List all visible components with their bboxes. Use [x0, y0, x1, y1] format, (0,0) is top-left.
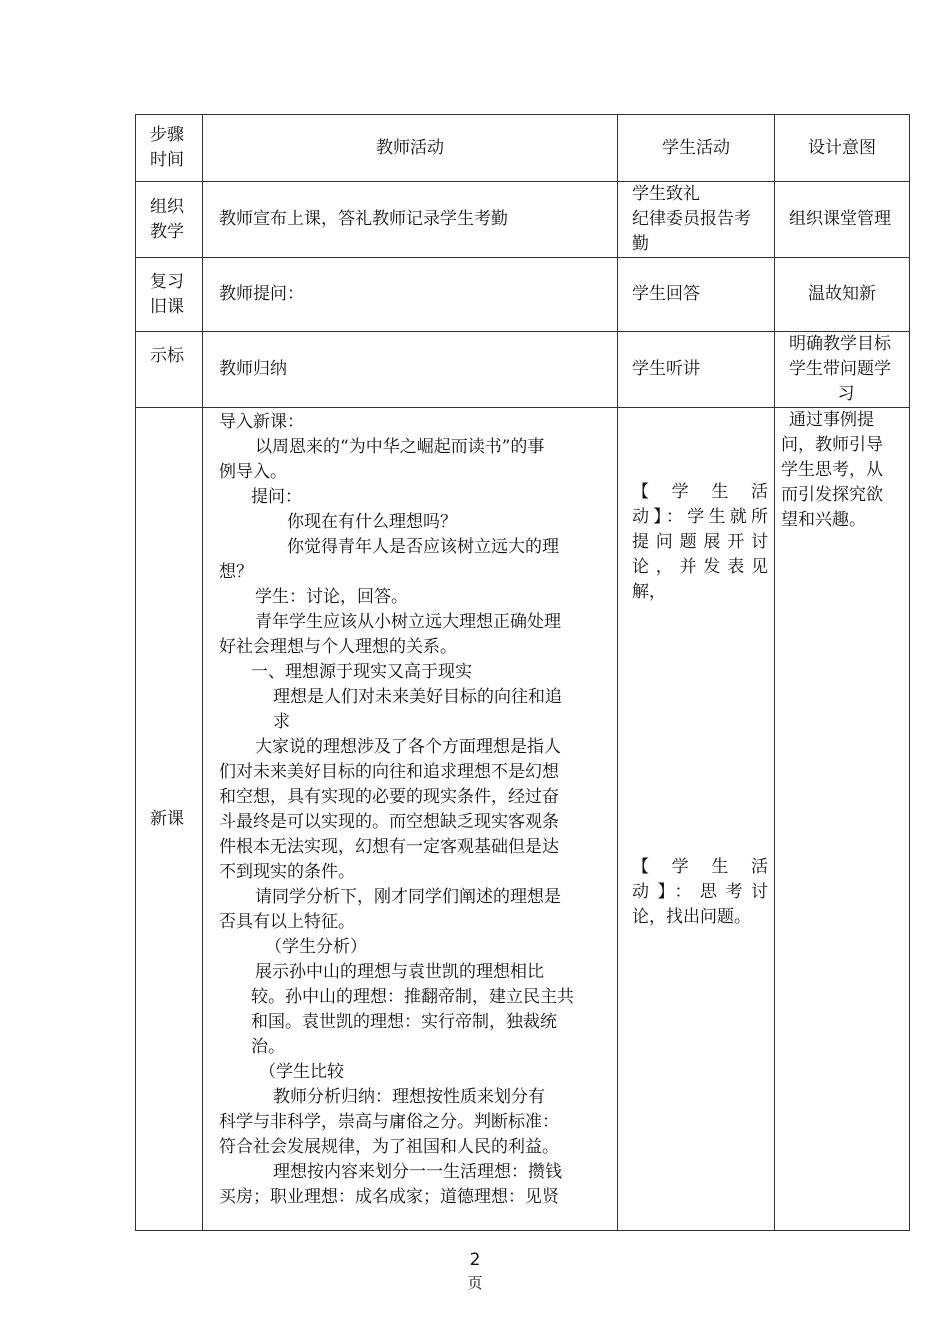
intent-cell: 明确教学目标 学生带问题学 习 — [775, 332, 910, 408]
intent-cell: 温故知新 — [775, 258, 910, 332]
header-intent: 设计意图 — [775, 115, 910, 182]
teacher-cell: 教师宣布上课，答礼教师记录学生考勤 — [203, 182, 618, 258]
step-cell: 组织 教学 — [136, 182, 203, 258]
table-row — [136, 182, 910, 258]
student-cell — [618, 408, 775, 1231]
table-row — [136, 258, 910, 332]
step-cell: 新课 — [136, 408, 203, 1231]
student-cell: 学生致礼 纪律委员报告考 勤 — [618, 182, 775, 258]
page-number: 2 — [469, 1250, 481, 1270]
student-cell: 学生听讲 — [618, 332, 775, 408]
header-student: 学生活动 — [618, 115, 775, 182]
step-cell: 复习 旧课 — [136, 258, 203, 332]
step-cell: 示标 — [136, 332, 203, 408]
teacher-cell: 导入新课： 以周恩来的“为中华之崛起而读书”的事 例导入。 提问： 你现在有什么理想吗？ 你觉得青年人是否应该树立远大的理 想？ 学生：讨论，回答。 青年学生应该从小树立远大理想正确处理 好社会理想与个人理想的关系。 一、理想源于现实又高于现实 理想是人们对未来美好目标的向往和追 求 大家说的理想涉及了各个方面理想是指人 们对未来美好目标的向往和追求理想不是幻想 和空想，具有实现的必要的现实条件，经过奋 斗最终是可以实现的。而空想缺乏现实客观条 件根本无法实现，幻想有一定客观基础但是达 不到现实的条件。 请同学分析下，刚才同学们阐述的理想是 否具有以上特征。 （学生分析） 展示孙中山的理想与袁世凯的理想相比 较。孙中山的理想：推翻帝制，建立民主共 和国。袁世凯的理想：实行帝制，独裁统 治。 （学生比较 教师分析归纳：理想按性质来划分有 科学与非科学，崇高与庸俗之分。判断标准： 符合社会发展规律，为了祖国和人民的利益。 理想按内容来划分一一生活理想：攒钱 买房；职业理想：成名成家；道德理想：见贤 — [203, 408, 618, 1231]
table-row — [136, 408, 910, 1231]
table-header-row — [136, 115, 910, 182]
intent-cell: 组织课堂管理 — [775, 182, 910, 258]
table-row — [136, 332, 910, 408]
student-activity-discussion: 【 学 生 活 动】：学生就所 提问题展开讨 论，并发表见 解， — [632, 482, 768, 602]
lesson-plan-table — [135, 114, 910, 1231]
page-unit: 页 — [467, 1274, 483, 1292]
student-activity-analysis: 【 学 生 活 动】：思考讨 论，找出问题。 — [632, 857, 768, 927]
teacher-cell: 教师归纳 — [203, 332, 618, 408]
teacher-cell: 教师提问： — [203, 258, 618, 332]
header-teacher: 教师活动 — [203, 115, 618, 182]
intent-cell: 通过事例提 问，教师引导 学生思考，从 而引发探究欲 望和兴趣。 — [775, 408, 910, 1231]
student-cell: 学生回答 — [618, 258, 775, 332]
header-step: 步骤 时间 — [136, 115, 203, 182]
